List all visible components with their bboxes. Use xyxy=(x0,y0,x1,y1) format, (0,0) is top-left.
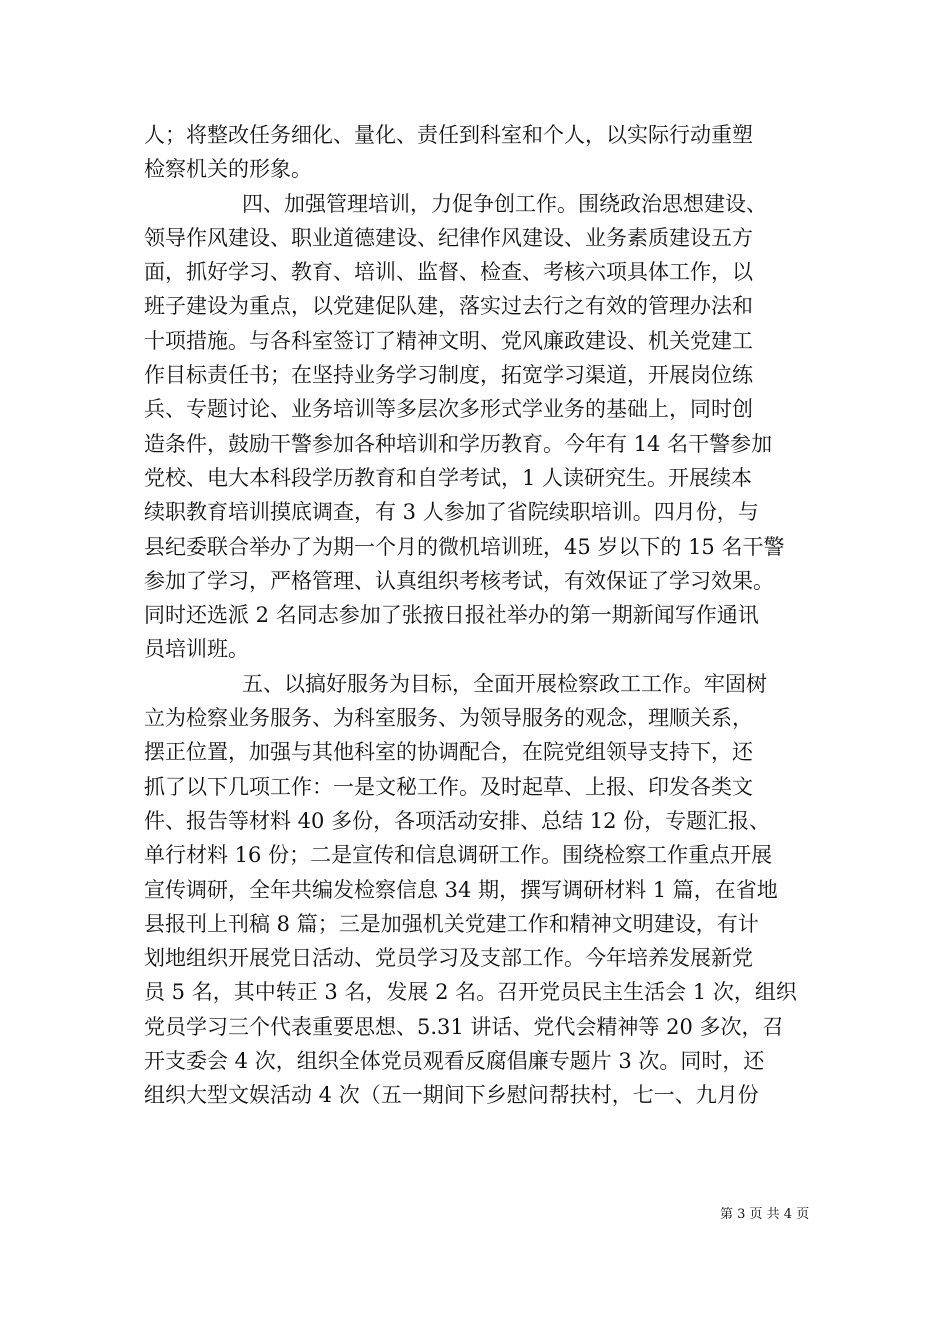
text-line: 宣传调研，全年共编发检察信息 34 期，撰写调研材料 1 篇，在省地 xyxy=(144,877,778,902)
text-line: 领导作风建设、职业道德建设、纪律作风建设、业务素质建设五方 xyxy=(144,225,753,250)
text-line: 兵、专题讨论、业务培训等多层次多形式学业务的基础上，同时创 xyxy=(144,397,753,422)
text-line: 参加了学习，严格管理、认真组织考核考试，有效保证了学习效果。 xyxy=(144,568,774,593)
text-line: 同时还选派 2 名同志参加了张掖日报社举办的第一期新闻写作通讯 xyxy=(144,603,759,628)
text-line: 检察机关的形象。 xyxy=(144,157,312,182)
text-line: 员 5 名，其中转正 3 名，发展 2 名。召开党员民主生活会 1 次，组织 xyxy=(144,980,797,1005)
text-line: 件、报告等材料 40 多份，各项活动安排、总结 12 份，专题汇报、 xyxy=(144,808,771,833)
text-line: 班子建设为重点，以党建促队建，落实过去行之有效的管理办法和 xyxy=(144,294,753,319)
text-line: 面，抓好学习、教育、培训、监督、检查、考核六项具体工作，以 xyxy=(144,260,753,285)
text-line: 开支委会 4 次，组织全体党员观看反腐倡廉专题片 3 次。同时，还 xyxy=(144,1049,765,1074)
text-line: 作目标责任书；在坚持业务学习制度，拓宽学习渠道，开展岗位练 xyxy=(144,363,753,388)
text-line: 单行材料 16 份；二是宣传和信息调研工作。围绕检察工作重点开展 xyxy=(144,843,773,868)
body-text xyxy=(144,118,810,1113)
text-line: 党员学习三个代表重要思想、5.31 讲话、党代会精神等 20 多次，召 xyxy=(144,1014,784,1039)
paragraph-heading-line: 四、加强管理培训，力促争创工作。围绕政治思想建设、 xyxy=(242,191,767,216)
text-line: 员培训班。 xyxy=(144,637,249,662)
paragraph-heading-line: 五、以搞好服务为目标，全面开展检察政工工作。牢固树 xyxy=(242,671,767,696)
text-line: 县纪委联合举办了为期一个月的微机培训班，45 岁以下的 15 名干警 xyxy=(144,534,785,559)
text-line: 县报刊上刊稿 8 篇；三是加强机关党建工作和精神文明建设，有计 xyxy=(144,911,759,936)
text-line: 抓了以下几项工作：一是文秘工作。及时起草、上报、印发各类文 xyxy=(144,774,753,799)
text-line: 造条件，鼓励干警参加各种培训和学历教育。今年有 14 名干警参加 xyxy=(144,431,773,456)
text-line: 续职教育培训摸底调查，有 3 人参加了省院续职培训。四月份，与 xyxy=(144,500,759,525)
text-line: 划地组织开展党日活动、党员学习及支部工作。今年培养发展新党 xyxy=(144,946,753,971)
text-line: 党校、电大本科段学历教育和自学考试，1 人读研究生。开展续本 xyxy=(144,465,753,490)
text-line: 人；将整改任务细化、量化、责任到科室和个人，以实际行动重塑 xyxy=(144,123,753,147)
text-line: 组织大型文娱活动 4 次（五一期间下乡慰问帮扶村，七一、九月份 xyxy=(144,1083,759,1108)
text-line: 立为检察业务服务、为科室服务、为领导服务的观念，理顺关系， xyxy=(144,706,753,731)
text-line: 十项措施。与各科室签订了精神文明、党风廉政建设、机关党建工 xyxy=(144,328,753,353)
text-line: 摆正位置，加强与其他科室的协调配合，在院党组领导支持下，还 xyxy=(144,740,753,765)
page-number-footer: 第 3 页 共 4 页 xyxy=(720,1207,810,1222)
